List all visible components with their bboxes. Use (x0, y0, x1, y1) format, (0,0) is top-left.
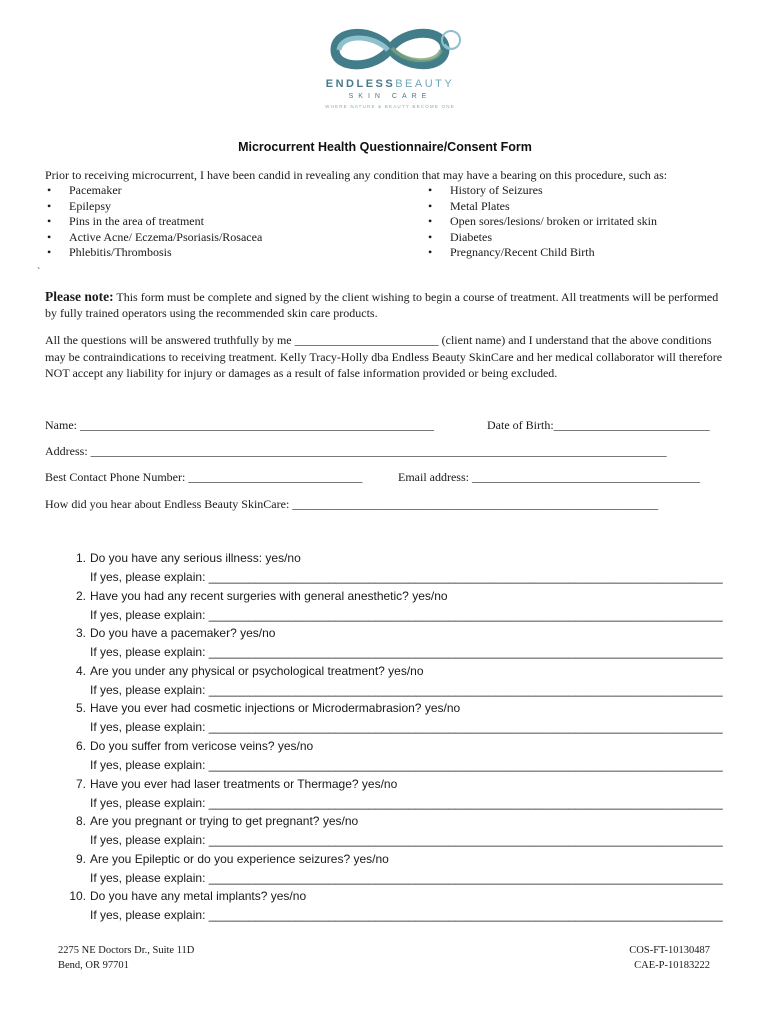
list-item: • Pregnancy/Recent Child Birth (426, 245, 657, 261)
please-note-paragraph (45, 289, 725, 321)
question-text: Do you suffer from vericose veins? yes/no (90, 738, 314, 753)
question-item (68, 626, 728, 664)
attestation-paragraph: All the questions will be answered truthfully by me ________________________ (client name) and I understand that the above conditions may be contraindications to receiving treatment. Kelly Tracy-Holly dba Endless Beauty SkinCare and her medical collaborator will therefore NOT accept any liability for injury or damages as a result of false information provided or being excluded. (45, 333, 723, 380)
explain-field[interactable]: If yes, please explain: _____________________________________________________________________________ (90, 908, 723, 923)
logo-tagline: WHERE NATURE & BEAUTY BECOME ONE (325, 104, 455, 109)
endless-beauty-logo (300, 20, 480, 112)
question-text: Are you under any physical or psychological treatment? yes/no (90, 663, 424, 678)
question-number: 8. (75, 814, 86, 829)
footer-address-line1: 2275 NE Doctors Dr., Suite 11D (58, 945, 195, 956)
question-item (68, 889, 728, 927)
explain-field[interactable]: If yes, please explain: _____________________________________________________________________________ (90, 682, 723, 697)
question-item (68, 589, 728, 627)
stray-mark: ` (37, 267, 41, 278)
question-item (68, 551, 728, 589)
question-number: 2. (75, 588, 86, 603)
explain-field[interactable]: If yes, please explain: _____________________________________________________________________________ (90, 757, 723, 772)
question-text: Have you ever had cosmetic injections or Microdermabrasion? yes/no (90, 701, 461, 716)
name-field[interactable]: Name: ___________________________________________________________ (45, 418, 434, 432)
question-item (68, 852, 728, 890)
note-label: Please note: (45, 289, 114, 304)
list-item: • Active Acne/ Eczema/Psoriasis/Rosacea (45, 230, 262, 246)
question-number: 1. (75, 551, 86, 565)
date-of-birth-field[interactable]: Date of Birth:__________________________ (487, 418, 710, 432)
explain-field[interactable]: If yes, please explain: _____________________________________________________________________________ (90, 833, 723, 848)
form-title: Microcurrent Health Questionnaire/Consent Form (238, 140, 532, 154)
list-item: • Pacemaker (45, 183, 262, 199)
note-text: This form must be complete and signed by the client wishing to begin a course of treatment. All treatments will be performed by fully trained operators using the recommended skin care products. (45, 290, 719, 320)
question-number: 10. (69, 889, 86, 904)
question-text: Do you have a pacemaker? yes/no (90, 626, 276, 641)
list-item: • Phlebitis/Thrombosis (45, 245, 262, 261)
question-item (68, 701, 728, 739)
conditions-list-right (426, 183, 657, 261)
explain-field[interactable]: If yes, please explain: _____________________________________________________________________________ (90, 607, 723, 622)
phone-field[interactable]: Best Contact Phone Number: _____________________________ (45, 470, 363, 484)
list-item: • History of Seizures (426, 183, 657, 199)
question-item (68, 739, 728, 777)
question-text: Are you Epileptic or do you experience seizures? yes/no (90, 851, 389, 866)
list-item: • Epilepsy (45, 199, 262, 215)
question-number: 7. (75, 776, 86, 791)
question-item (68, 777, 728, 815)
list-item: • Diabetes (426, 230, 657, 246)
list-item: • Open sores/lesions/ broken or irritated skin (426, 214, 657, 230)
list-item: • Pins in the area of treatment (45, 214, 262, 230)
question-number: 9. (75, 851, 86, 866)
referral-field[interactable]: How did you hear about Endless Beauty SkinCare: _____________________________________________________________ (45, 497, 659, 511)
explain-field[interactable]: If yes, please explain: _____________________________________________________________________________ (90, 720, 723, 735)
question-number: 5. (75, 701, 86, 716)
address-field[interactable]: Address: ________________________________________________________________________________________________ (45, 444, 667, 458)
explain-field[interactable]: If yes, please explain: _____________________________________________________________________________ (90, 870, 723, 885)
question-text: Have you ever had laser treatments or Thermage? yes/no (90, 776, 398, 791)
infinity-logo-icon (305, 20, 475, 78)
question-item (68, 664, 728, 702)
question-number: 3. (75, 626, 86, 641)
email-field[interactable]: Email address: ______________________________________ (398, 470, 700, 484)
question-number: 6. (75, 738, 86, 753)
question-text: Have you had any recent surgeries with general anesthetic? yes/no (90, 588, 448, 603)
footer-address-line2: Bend, OR 97701 (58, 960, 129, 971)
footer-code-1: COS-FT-10130487 (629, 945, 710, 956)
explain-field[interactable]: If yes, please explain: _____________________________________________________________________________ (90, 645, 723, 660)
question-text: Are you pregnant or trying to get pregnant? yes/no (90, 814, 359, 829)
list-item: • Metal Plates (426, 199, 657, 215)
explain-field[interactable]: If yes, please explain: _____________________________________________________________________________ (90, 570, 723, 584)
question-text: Do you have any serious illness: yes/no (90, 551, 301, 565)
footer-code-2: CAE-P-10183222 (634, 960, 710, 971)
question-number: 4. (75, 663, 86, 678)
question-item (68, 814, 728, 852)
logo-brand-text: ENDLESSBEAUTY (325, 78, 455, 90)
explain-field[interactable]: If yes, please explain: _____________________________________________________________________________ (90, 795, 723, 810)
conditions-list-left (45, 183, 262, 261)
question-text: Do you have any metal implants? yes/no (90, 889, 307, 904)
footer-address (58, 943, 194, 973)
questionnaire-list (68, 551, 728, 927)
logo-subtitle: SKIN CARE (348, 93, 432, 100)
intro-text: Prior to receiving microcurrent, I have been candid in revealing any condition that may have a bearing on this procedure, such as: (45, 168, 668, 182)
footer-codes (629, 943, 710, 973)
